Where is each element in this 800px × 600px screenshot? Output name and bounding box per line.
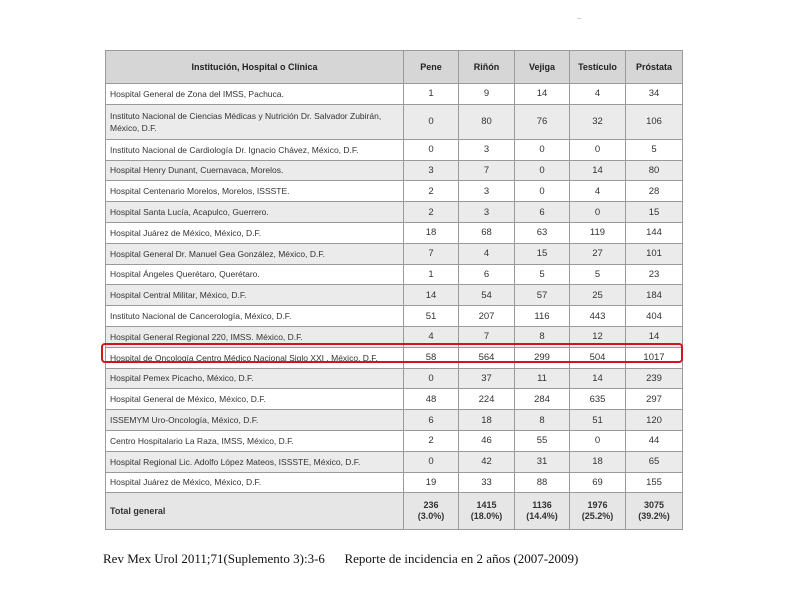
value-cell: 1017 bbox=[626, 347, 683, 368]
value-cell: 155 bbox=[626, 472, 683, 493]
table-row bbox=[106, 285, 683, 306]
value-cell: 32 bbox=[570, 104, 626, 139]
institution-cell: Hospital Pemex Picacho, México, D.F. bbox=[106, 368, 404, 389]
value-cell: 80 bbox=[459, 104, 515, 139]
total-cell bbox=[570, 493, 626, 530]
total-percent: (39.2%) bbox=[638, 511, 670, 522]
institution-cell: Instituto Nacional de Cardiología Dr. Ignacio Chávez, México, D.F. bbox=[106, 139, 404, 160]
institution-cell: Hospital Centenario Morelos, Morelos, ISSSTE. bbox=[106, 181, 404, 202]
value-cell: 19 bbox=[404, 472, 459, 493]
table-row bbox=[106, 264, 683, 285]
value-cell: 51 bbox=[404, 306, 459, 327]
value-cell: 2 bbox=[404, 430, 459, 451]
institution-cell: Hospital Henry Dunant, Cuernavaca, Morelos. bbox=[106, 160, 404, 181]
value-cell: 27 bbox=[570, 243, 626, 264]
value-cell: 564 bbox=[459, 347, 515, 368]
header-testiculo: Testículo bbox=[570, 51, 626, 84]
value-cell: 23 bbox=[626, 264, 683, 285]
total-cell bbox=[515, 493, 570, 530]
value-cell: 3 bbox=[459, 139, 515, 160]
value-cell: 51 bbox=[570, 410, 626, 431]
total-percent: (18.0%) bbox=[470, 511, 503, 522]
header-pene: Pene bbox=[404, 51, 459, 84]
value-cell: 14 bbox=[570, 368, 626, 389]
institution-cell: Hospital Central Militar, México, D.F. bbox=[106, 285, 404, 306]
header-prostata: Próstata bbox=[626, 51, 683, 84]
header-vejiga: Vejiga bbox=[515, 51, 570, 84]
total-value: 1415 bbox=[476, 500, 497, 511]
value-cell: 2 bbox=[404, 202, 459, 223]
value-cell: 54 bbox=[459, 285, 515, 306]
value-cell: 119 bbox=[570, 222, 626, 243]
value-cell: 34 bbox=[626, 84, 683, 105]
table-row bbox=[106, 430, 683, 451]
institution-cell: Hospital Juárez de México, México, D.F. bbox=[106, 222, 404, 243]
table-row bbox=[106, 139, 683, 160]
value-cell: 284 bbox=[515, 389, 570, 410]
total-label: Total general bbox=[106, 493, 404, 530]
value-cell: 12 bbox=[570, 326, 626, 347]
total-percent: (3.0%) bbox=[417, 511, 445, 522]
table-row bbox=[106, 84, 683, 105]
table-row bbox=[106, 104, 683, 139]
institution-cell: Centro Hospitalario La Raza, IMSS, México, D.F. bbox=[106, 430, 404, 451]
value-cell: 120 bbox=[626, 410, 683, 431]
total-cell bbox=[459, 493, 515, 530]
value-cell: 404 bbox=[626, 306, 683, 327]
value-cell: 7 bbox=[459, 326, 515, 347]
value-cell: 6 bbox=[404, 410, 459, 431]
institution-cell: Hospital General Regional 220, IMSS. México, D.F. bbox=[106, 326, 404, 347]
value-cell: 207 bbox=[459, 306, 515, 327]
value-cell: 8 bbox=[515, 326, 570, 347]
value-cell: 68 bbox=[459, 222, 515, 243]
total-cell bbox=[404, 493, 459, 530]
value-cell: 0 bbox=[570, 202, 626, 223]
table-row bbox=[106, 202, 683, 223]
table-row bbox=[106, 347, 683, 368]
institution-cell: Instituto Nacional de Cancerología, México, D.F. bbox=[106, 306, 404, 327]
total-value: 1976 bbox=[587, 500, 608, 511]
value-cell: 5 bbox=[515, 264, 570, 285]
header-rinon: Riñón bbox=[459, 51, 515, 84]
citation-text: Rev Mex Urol 2011;71(Suplemento 3):3-6 bbox=[103, 551, 325, 566]
value-cell: 6 bbox=[515, 202, 570, 223]
value-cell: 18 bbox=[459, 410, 515, 431]
value-cell: 7 bbox=[404, 243, 459, 264]
value-cell: 184 bbox=[626, 285, 683, 306]
institution-cell: Hospital de Oncología Centro Médico Nacional Siglo XXI , México, D.F. bbox=[106, 347, 404, 368]
scan-mark bbox=[577, 18, 581, 19]
table-row bbox=[106, 451, 683, 472]
institution-cell: Hospital General de Zona del IMSS, Pachuca. bbox=[106, 84, 404, 105]
table-row bbox=[106, 472, 683, 493]
institution-cell: Hospital Juárez de México, México, D.F. bbox=[106, 472, 404, 493]
value-cell: 0 bbox=[570, 139, 626, 160]
total-value: 1136 bbox=[532, 500, 552, 511]
value-cell: 14 bbox=[626, 326, 683, 347]
value-cell: 0 bbox=[515, 181, 570, 202]
value-cell: 144 bbox=[626, 222, 683, 243]
table-header-row bbox=[106, 51, 683, 84]
value-cell: 58 bbox=[404, 347, 459, 368]
institution-cell: Instituto Nacional de Ciencias Médicas y Nutrición Dr. Salvador Zubirán, México, D.F. bbox=[106, 104, 404, 139]
total-value: 3075 bbox=[643, 500, 665, 511]
value-cell: 14 bbox=[515, 84, 570, 105]
value-cell: 116 bbox=[515, 306, 570, 327]
value-cell: 42 bbox=[459, 451, 515, 472]
value-cell: 9 bbox=[459, 84, 515, 105]
total-value: 236 bbox=[423, 500, 439, 511]
institution-cell: Hospital Regional Lic. Adolfo López Mateos, ISSSTE, México, D.F. bbox=[106, 451, 404, 472]
value-cell: 8 bbox=[515, 410, 570, 431]
value-cell: 76 bbox=[515, 104, 570, 139]
value-cell: 297 bbox=[626, 389, 683, 410]
value-cell: 7 bbox=[459, 160, 515, 181]
value-cell: 18 bbox=[404, 222, 459, 243]
value-cell: 88 bbox=[515, 472, 570, 493]
value-cell: 4 bbox=[459, 243, 515, 264]
value-cell: 635 bbox=[570, 389, 626, 410]
value-cell: 0 bbox=[515, 160, 570, 181]
table-row bbox=[106, 306, 683, 327]
value-cell: 6 bbox=[459, 264, 515, 285]
value-cell: 3 bbox=[459, 181, 515, 202]
value-cell: 4 bbox=[404, 326, 459, 347]
total-row bbox=[106, 493, 683, 530]
value-cell: 80 bbox=[626, 160, 683, 181]
value-cell: 15 bbox=[626, 202, 683, 223]
value-cell: 5 bbox=[570, 264, 626, 285]
value-cell: 299 bbox=[515, 347, 570, 368]
institution-cell: ISSEMYM Uro-Oncología, México, D.F. bbox=[106, 410, 404, 431]
value-cell: 37 bbox=[459, 368, 515, 389]
table-row bbox=[106, 222, 683, 243]
value-cell: 31 bbox=[515, 451, 570, 472]
value-cell: 63 bbox=[515, 222, 570, 243]
value-cell: 46 bbox=[459, 430, 515, 451]
institution-cell: Hospital General de México, México, D.F. bbox=[106, 389, 404, 410]
value-cell: 106 bbox=[626, 104, 683, 139]
value-cell: 25 bbox=[570, 285, 626, 306]
total-percent: (14.4%) bbox=[526, 511, 558, 522]
value-cell: 14 bbox=[404, 285, 459, 306]
table-row bbox=[106, 389, 683, 410]
value-cell: 3 bbox=[404, 160, 459, 181]
value-cell: 1 bbox=[404, 84, 459, 105]
value-cell: 33 bbox=[459, 472, 515, 493]
value-cell: 101 bbox=[626, 243, 683, 264]
value-cell: 55 bbox=[515, 430, 570, 451]
table-row bbox=[106, 410, 683, 431]
value-cell: 28 bbox=[626, 181, 683, 202]
value-cell: 443 bbox=[570, 306, 626, 327]
value-cell: 1 bbox=[404, 264, 459, 285]
institution-cell: Hospital General Dr. Manuel Gea González, México, D.F. bbox=[106, 243, 404, 264]
total-percent: (25.2%) bbox=[581, 511, 614, 522]
table-row bbox=[106, 160, 683, 181]
value-cell: 4 bbox=[570, 181, 626, 202]
value-cell: 0 bbox=[404, 451, 459, 472]
table-row bbox=[106, 243, 683, 264]
value-cell: 15 bbox=[515, 243, 570, 264]
value-cell: 44 bbox=[626, 430, 683, 451]
table-row bbox=[106, 326, 683, 347]
value-cell: 0 bbox=[570, 430, 626, 451]
value-cell: 5 bbox=[626, 139, 683, 160]
caption-text: Reporte de incidencia en 2 años (2007-2009) bbox=[344, 551, 579, 566]
value-cell: 224 bbox=[459, 389, 515, 410]
value-cell: 14 bbox=[570, 160, 626, 181]
incidence-table bbox=[105, 50, 683, 530]
value-cell: 65 bbox=[626, 451, 683, 472]
footer-caption bbox=[103, 551, 578, 567]
value-cell: 69 bbox=[570, 472, 626, 493]
header-institution: Institución, Hospital o Clínica bbox=[106, 51, 404, 84]
value-cell: 18 bbox=[570, 451, 626, 472]
institution-cell: Hospital Santa Lucía, Acapulco, Guerrero. bbox=[106, 202, 404, 223]
total-cell bbox=[626, 493, 683, 530]
value-cell: 4 bbox=[570, 84, 626, 105]
value-cell: 0 bbox=[404, 104, 459, 139]
value-cell: 3 bbox=[459, 202, 515, 223]
value-cell: 504 bbox=[570, 347, 626, 368]
value-cell: 239 bbox=[626, 368, 683, 389]
table-row bbox=[106, 181, 683, 202]
value-cell: 11 bbox=[515, 368, 570, 389]
value-cell: 48 bbox=[404, 389, 459, 410]
value-cell: 57 bbox=[515, 285, 570, 306]
table-row bbox=[106, 368, 683, 389]
value-cell: 0 bbox=[515, 139, 570, 160]
value-cell: 0 bbox=[404, 368, 459, 389]
institution-cell: Hospital Ángeles Querétaro, Querétaro. bbox=[106, 264, 404, 285]
value-cell: 0 bbox=[404, 139, 459, 160]
value-cell: 2 bbox=[404, 181, 459, 202]
